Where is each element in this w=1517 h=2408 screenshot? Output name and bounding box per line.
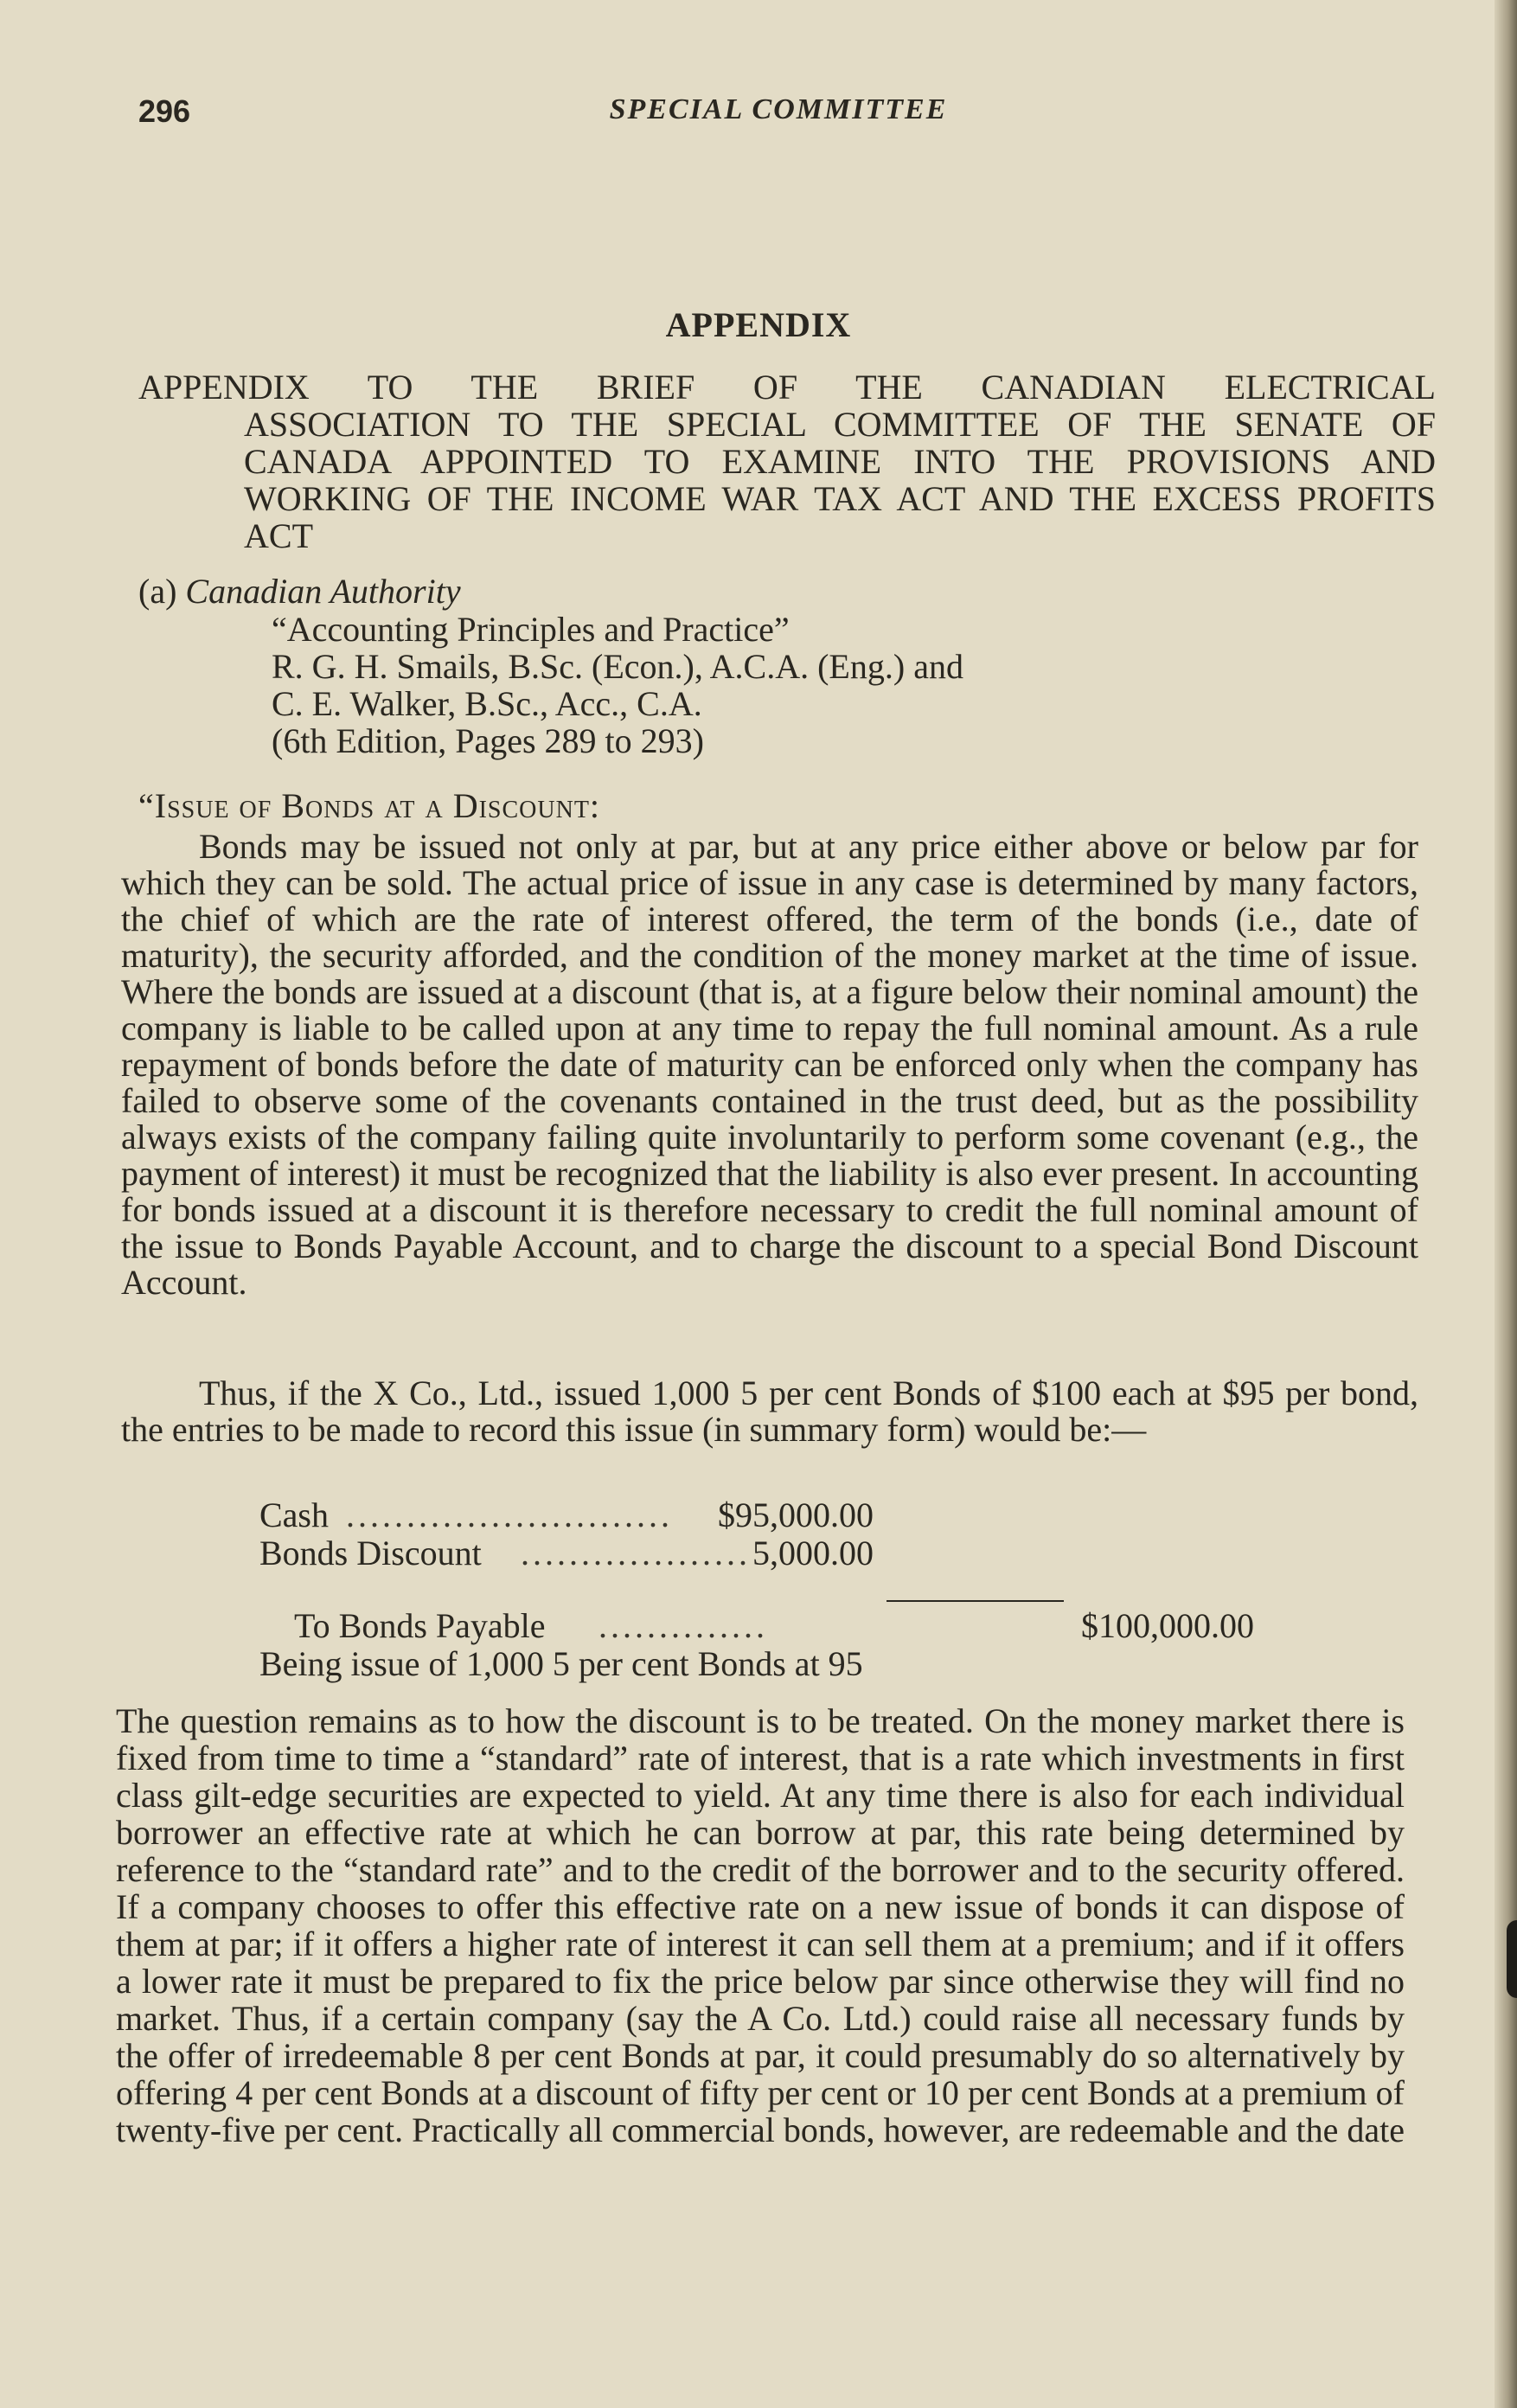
journal-row-amount: $95,000.00 [718, 1495, 874, 1534]
journal-row [259, 1496, 1280, 1534]
appendix-subtitle [138, 368, 1436, 554]
citation-book-title: “Accounting Principles and Practice” [272, 610, 790, 649]
section-marker: (a) [138, 572, 177, 611]
credit-label: To Bonds Payable [294, 1606, 546, 1645]
journal-row-label: Bonds Discount [259, 1534, 482, 1572]
page-number: 296 [138, 93, 191, 129]
issue-heading: “Issue of Bonds at a Discount: [138, 786, 601, 825]
appendix-subtitle-rest: ASSOCIATION TO THE SPECIAL COMMITTEE OF THE SENATE OF CANADA APPOINTED TO EXAMINE INTO THE PROVISIONS AND WORKING OF THE INCOME WAR TAX ACT AND THE EXCESS PROFITS ACT [244, 405, 1436, 555]
appendix-title: APPENDIX [665, 305, 852, 344]
citation-author-2: C. E. Walker, B.Sc., Acc., C.A. [272, 684, 702, 723]
paragraph-bonds-issue: Bonds may be issued not only at par, but at any price either above or below par for which they can be sold. The actual price of issue in any case is determined by many factors, the chief of which are the rate of interest offered, the term of the bonds (i.e., date of maturity), the security afforded, and the condition of the money market at the time of issue. Where the bonds are issued at a discount (that is, at a figure below their nominal amount) the company is liable to be called upon at any time to repay the full nominal amount. As a rule repayment of bonds before the date of maturity can be enforced only when the company has failed to observe some of the covenants contained in the trust deed, but as the possibility always exists of the company failing quite involuntarily to perform some covenant (e.g., the payment of interest) it must be recognized that the liability is also ever present. In accounting for bonds issued at a discount it is therefore necessary to credit the full nominal amount of the issue to Bonds Payable Account, and to charge the discount to a special Bond Discount Account. [121, 827, 1418, 1302]
leader-dots: ........................... [346, 1496, 673, 1534]
journal-row-amount: 5,000.00 [752, 1534, 874, 1572]
total-rule [887, 1600, 1064, 1602]
paragraph-discount-treatment: The question remains as to how the discount is to be treated. On the money market there is fixed from time to time a “standard” rate of interest, that is a rate which investments in first class gilt-edge securities are expected to yield. At any time there is also for each individual borrower an effective rate at which he can borrow at par, this rate being determined by reference to the “standard rate” and to the credit of the borrower and to the security offered. If a company chooses to offer this effective rate on a new issue of bonds it can dispose of them at par; if it offers a higher rate of interest it can sell them at a premium; and if it offers a lower rate it must be prepared to fix the price below par since otherwise they will find no market. Thus, if a certain company (say the A Co. Ltd.) could raise all necessary funds by the offer of irredeemable 8 per cent Bonds at par, it could presumably do so alternatively by offering 4 per cent Bonds at a discount of fifty per cent or 10 per cent Bonds at a premium of twenty-five per cent. Practically all commercial bonds, however, are redeemable and the date [116, 1701, 1405, 2149]
section-title: Canadian Authority [185, 572, 461, 611]
page-header [138, 93, 1418, 137]
journal-row [259, 1534, 1280, 1572]
paragraph-example: Thus, if the X Co., Ltd., issued 1,000 5 per cent Bonds of $100 each at $95 per bond, the entries to be made to record this issue (in summary form) would be:— [121, 1374, 1418, 1449]
leader-dots: .............. [598, 1607, 768, 1645]
credit-amount: $100,000.00 [1081, 1606, 1254, 1645]
binding-mark [1507, 1920, 1517, 1998]
journal-narration: Being issue of 1,000 5 per cent Bonds at 95 [259, 1644, 863, 1683]
running-head: SPECIAL COMMITTEE [609, 93, 948, 125]
citation [272, 611, 963, 759]
journal-entries [259, 1496, 1280, 1572]
leader-dots: ................... [521, 1534, 751, 1572]
section-heading [138, 571, 461, 612]
journal-row-label: Cash [259, 1495, 329, 1534]
page-edge-shadow [1495, 0, 1517, 2408]
appendix-subtitle-first-line: APPENDIX TO THE BRIEF OF THE CANADIAN ELECTRICAL [138, 368, 1436, 407]
journal-credit [259, 1606, 1280, 1683]
credit-row [259, 1607, 1280, 1645]
citation-edition: (6th Edition, Pages 289 to 293) [272, 721, 704, 760]
citation-author-1: R. G. H. Smails, B.Sc. (Econ.), A.C.A. (Eng.) and [272, 647, 963, 686]
